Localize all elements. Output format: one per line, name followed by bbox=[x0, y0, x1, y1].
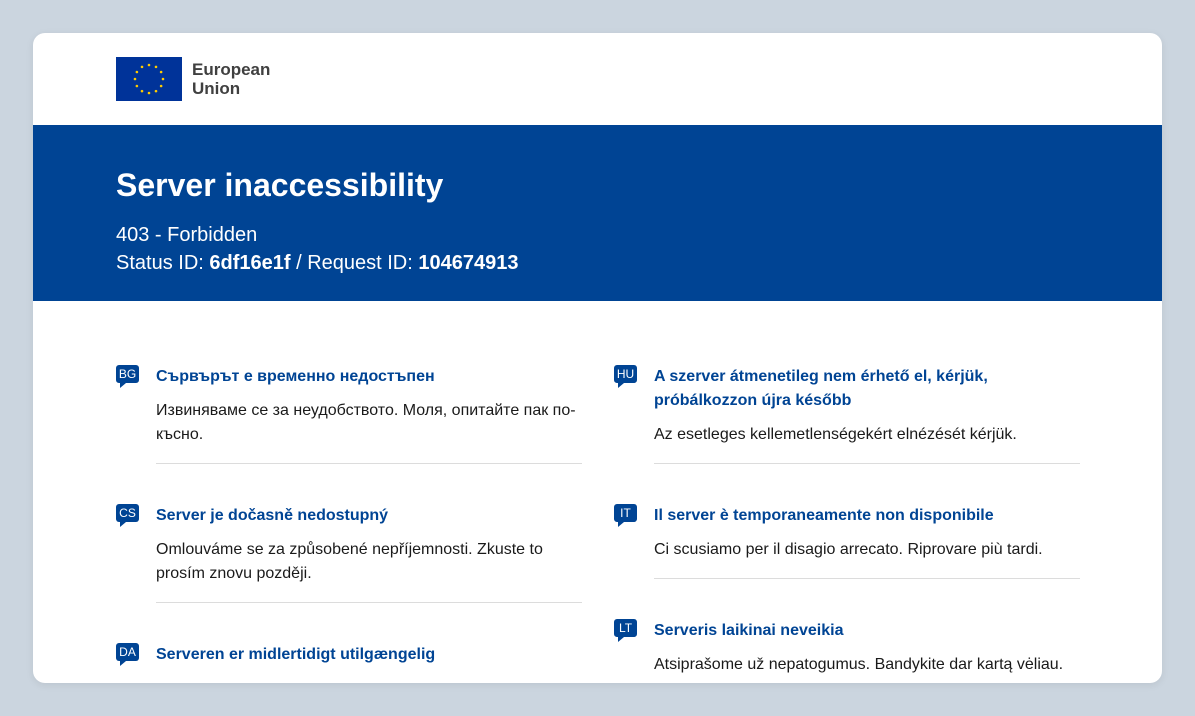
lang-title: Serveren er midlertidigt utilgængelig bbox=[156, 646, 436, 663]
request-label: / Request ID: bbox=[290, 252, 419, 274]
lang-item-it bbox=[614, 504, 1080, 579]
lang-item-bg bbox=[116, 365, 582, 464]
lang-text: Извиняваме се за неудобството. Моля, опитайте пак по-късно. bbox=[156, 402, 576, 443]
lang-badge-icon: LT bbox=[614, 619, 637, 637]
lang-title: Сървърът е временно недостъпен bbox=[156, 368, 435, 385]
eu-logo[interactable] bbox=[116, 57, 270, 101]
lang-item-da bbox=[116, 643, 582, 667]
lang-item-cs bbox=[116, 504, 582, 603]
lang-title: Serveris laikinai neveikia bbox=[654, 622, 844, 639]
lang-title: Server je dočasně nedostupný bbox=[156, 507, 389, 524]
request-id: 104674913 bbox=[418, 252, 519, 274]
lang-item-hu bbox=[614, 365, 1080, 464]
logo-text bbox=[192, 60, 270, 98]
status-id: 6df16e1f bbox=[209, 252, 291, 274]
status-line bbox=[116, 251, 518, 275]
flag-star bbox=[155, 90, 158, 93]
flag-star bbox=[160, 71, 163, 74]
lang-badge-icon: IT bbox=[614, 504, 637, 522]
error-banner bbox=[33, 125, 1162, 301]
language-column-left bbox=[116, 365, 582, 667]
eu-flag-icon bbox=[116, 57, 182, 101]
lang-title: A szerver átmenetileg nem érhető el, kérjük, próbálkozzon újra később bbox=[654, 368, 988, 409]
header bbox=[33, 33, 1162, 125]
flag-star bbox=[141, 66, 144, 69]
lang-badge-icon: DA bbox=[116, 643, 139, 661]
flag-star bbox=[148, 64, 151, 67]
divider bbox=[156, 463, 582, 464]
flag-star bbox=[141, 90, 144, 93]
logo-line-1: European bbox=[192, 60, 271, 79]
divider bbox=[156, 602, 582, 603]
flag-star bbox=[148, 92, 151, 95]
status-label: Status ID: bbox=[116, 252, 210, 274]
flag-star bbox=[160, 85, 163, 88]
logo-line-2: Union bbox=[192, 79, 241, 98]
lang-badge-icon: BG bbox=[116, 365, 139, 383]
divider bbox=[654, 463, 1080, 464]
error-card bbox=[33, 33, 1162, 683]
lang-text: Ci scusiamo per il disagio arrecato. Riprovare più tardi. bbox=[654, 541, 1043, 558]
language-column-right bbox=[614, 365, 1080, 677]
lang-badge-icon: HU bbox=[614, 365, 637, 383]
lang-text: Az esetleges kellemetlenségekért elnézését kérjük. bbox=[654, 426, 1017, 443]
flag-star bbox=[155, 66, 158, 69]
lang-text: Omlouváme se za způsobené nepříjemnosti. Zkuste to prosím znovu později. bbox=[156, 541, 543, 582]
flag-star bbox=[162, 78, 165, 81]
flag-star bbox=[136, 85, 139, 88]
flag-star bbox=[136, 71, 139, 74]
flag-star bbox=[134, 78, 137, 81]
lang-title: Il server è temporaneamente non disponibile bbox=[654, 507, 994, 524]
divider bbox=[654, 578, 1080, 579]
language-messages bbox=[33, 301, 1162, 683]
page-title: Server inaccessibility bbox=[116, 167, 444, 203]
error-code: 403 - Forbidden bbox=[116, 224, 258, 246]
lang-item-lt bbox=[614, 619, 1080, 677]
lang-badge-icon: CS bbox=[116, 504, 139, 522]
lang-text: Atsiprašome už nepatogumus. Bandykite dar kartą vėliau. bbox=[654, 656, 1064, 673]
